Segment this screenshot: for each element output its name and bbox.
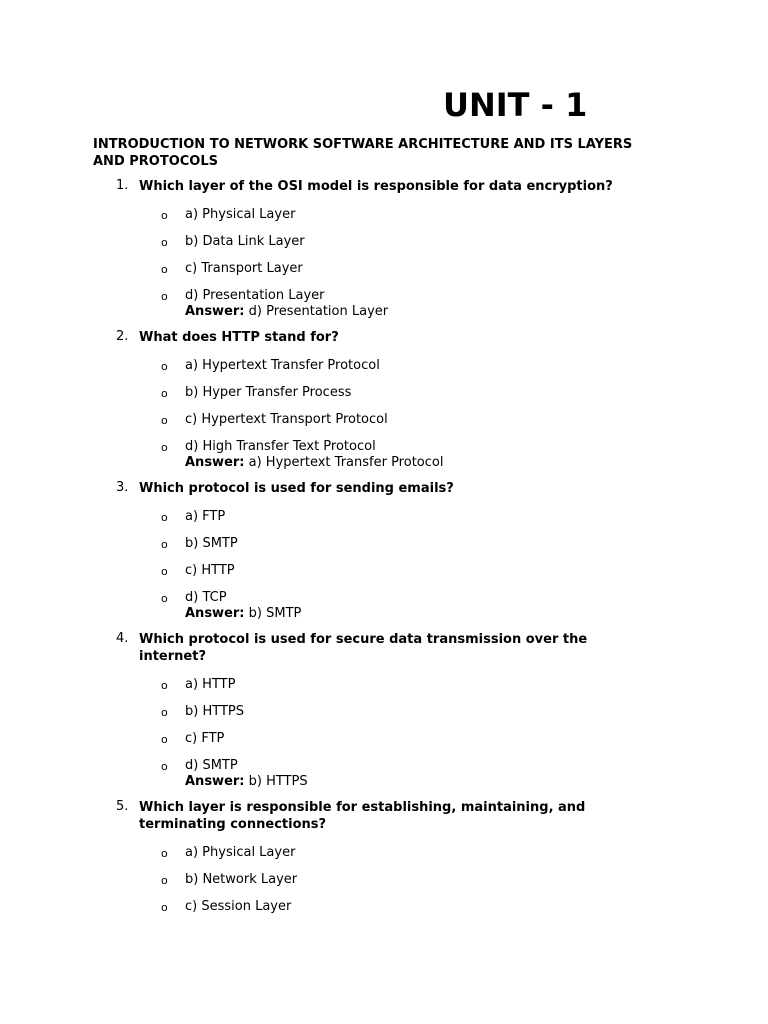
option-text: c) Transport Layer [185, 261, 303, 276]
question-number: 4. [116, 631, 129, 646]
option-text: b) Hyper Transfer Process [185, 385, 352, 400]
option-text: c) FTP [185, 731, 225, 746]
option-list [0, 356, 768, 454]
option-item [0, 356, 768, 373]
bullet-icon: o [161, 441, 168, 454]
answer-label: Answer: [185, 455, 245, 470]
option-text: c) HTTP [185, 563, 235, 578]
option-text: b) Data Link Layer [185, 234, 305, 249]
answer-line [185, 454, 768, 471]
question-list [0, 177, 768, 922]
bullet-icon: o [161, 874, 168, 887]
bullet-icon: o [161, 679, 168, 692]
option-item [0, 702, 768, 719]
option-text: a) HTTP [185, 677, 236, 692]
option-text: c) Session Layer [185, 899, 292, 914]
option-item [0, 507, 768, 524]
option-text: d) High Transfer Text Protocol [185, 439, 376, 454]
option-item [0, 383, 768, 400]
question-number: 5. [116, 799, 129, 814]
bullet-icon: o [161, 236, 168, 249]
bullet-icon: o [161, 565, 168, 578]
option-item [0, 410, 768, 427]
option-item [0, 232, 768, 249]
answer-line [185, 605, 768, 622]
option-item [0, 870, 768, 887]
option-list [0, 843, 768, 914]
answer-value: a) Hypertext Transfer Protocol [248, 455, 444, 470]
question-item [0, 798, 768, 914]
option-item [0, 561, 768, 578]
bullet-icon: o [161, 263, 168, 276]
question-item [0, 328, 768, 471]
question-item [0, 479, 768, 622]
bullet-icon: o [161, 387, 168, 400]
option-item [0, 588, 768, 605]
option-list [0, 507, 768, 605]
bullet-icon: o [161, 592, 168, 605]
answer-value: d) Presentation Layer [248, 304, 389, 319]
option-text: a) Physical Layer [185, 207, 296, 222]
question-number: 3. [116, 480, 129, 495]
bullet-icon: o [161, 511, 168, 524]
bullet-icon: o [161, 360, 168, 373]
option-list [0, 675, 768, 773]
question-number: 2. [116, 329, 129, 344]
question-text: Which layer of the OSI model is responsible for data encryption? [139, 179, 613, 194]
option-text: a) FTP [185, 509, 226, 524]
answer-line [185, 303, 768, 320]
option-item [0, 534, 768, 551]
option-item [0, 675, 768, 692]
unit-title: UNIT - 1 [443, 86, 588, 124]
option-list [0, 205, 768, 303]
option-text: b) HTTPS [185, 704, 244, 719]
answer-label: Answer: [185, 606, 245, 621]
option-item [0, 437, 768, 454]
option-item [0, 897, 768, 914]
question-text: Which protocol is used for secure data transmission over the internet? [139, 632, 588, 664]
question-text: What does HTTP stand for? [139, 330, 339, 345]
option-item [0, 286, 768, 303]
bullet-icon: o [161, 706, 168, 719]
bullet-icon: o [161, 760, 168, 773]
answer-label: Answer: [185, 304, 245, 319]
option-item [0, 756, 768, 773]
section-heading: INTRODUCTION TO NETWORK SOFTWARE ARCHITECTURE AND ITS LAYERS AND PROTOCOLS [93, 137, 633, 169]
option-text: b) Network Layer [185, 872, 298, 887]
answer-label: Answer: [185, 774, 245, 789]
question-text: Which protocol is used for sending emails? [139, 481, 454, 496]
answer-line [185, 773, 768, 790]
option-text: a) Hypertext Transfer Protocol [185, 358, 380, 373]
bullet-icon: o [161, 901, 168, 914]
option-item [0, 205, 768, 222]
bullet-icon: o [161, 290, 168, 303]
option-text: d) Presentation Layer [185, 288, 325, 303]
option-item [0, 259, 768, 276]
bullet-icon: o [161, 209, 168, 222]
option-text: b) SMTP [185, 536, 238, 551]
bullet-icon: o [161, 538, 168, 551]
bullet-icon: o [161, 414, 168, 427]
option-text: a) Physical Layer [185, 845, 296, 860]
answer-value: b) HTTPS [248, 774, 308, 789]
bullet-icon: o [161, 733, 168, 746]
option-item [0, 729, 768, 746]
question-text: Which layer is responsible for establishing, maintaining, and terminating connections? [139, 800, 586, 832]
option-text: c) Hypertext Transport Protocol [185, 412, 388, 427]
question-number: 1. [116, 178, 129, 193]
question-item [0, 630, 768, 790]
question-item [0, 177, 768, 320]
option-text: d) SMTP [185, 758, 238, 773]
option-item [0, 843, 768, 860]
bullet-icon: o [161, 847, 168, 860]
answer-value: b) SMTP [248, 606, 302, 621]
option-text: d) TCP [185, 590, 227, 605]
